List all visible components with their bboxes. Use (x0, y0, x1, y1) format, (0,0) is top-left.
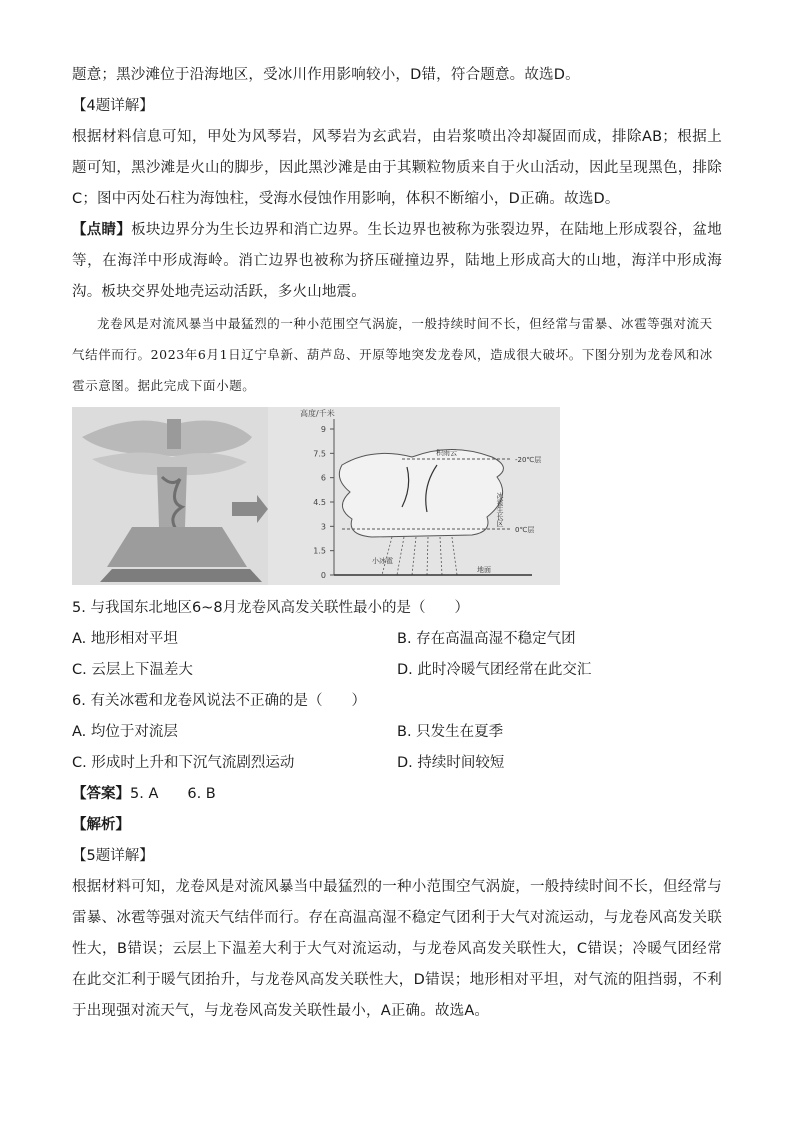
y-tick-label: 6 (320, 473, 326, 483)
figure-svg (72, 407, 560, 585)
q5-option-b: B. 存在高温高湿不稳定气团 (397, 631, 576, 647)
top-text: 题意；黑沙滩位于沿海地区，受冰川作用影响较小，D错，符合题意。故选D。 (72, 67, 580, 83)
zero-label: 0℃层 (515, 526, 535, 534)
q6-stem: 6. 有关冰雹和龙卷风说法不正确的是（ ） (72, 693, 366, 709)
analysis-tag: 【解析】 (72, 817, 130, 833)
q4-header: 【4题详解】 (72, 98, 154, 114)
q6-option-c: C. 形成时上升和下沉气流剧烈运动 (72, 755, 295, 771)
q6-option-a: A. 均位于对流层 (72, 724, 178, 740)
y-tick-label: 7.5 (313, 449, 326, 459)
dianjing-paragraph (72, 215, 722, 308)
small-hail-label: 小冰雹 (372, 557, 393, 565)
q4-explanation: 根据材料信息可知，甲处为风琴岩，风琴岩为玄武岩，由岩浆喷出冷却凝固而成，排除AB；根据上题可知，黑沙滩是火山的脚步，因此黑沙滩是由于其颗粒物质来自于火山活动，因此呈现黑色，排除C；图中丙处石柱为海蚀柱，受海水侵蚀作用影响，体积不断缩小，D正确。故选D。 (72, 129, 722, 207)
tornado-hail-figure (72, 407, 560, 585)
y-tick-label: 9 (320, 425, 326, 434)
y-axis-label: 高度/千米 (300, 409, 335, 418)
cumulonimbus-cloud (339, 450, 503, 538)
q5-option-d: D. 此时冷暖气团经常在此交汇 (397, 662, 592, 678)
q5-option-a: A. 地形相对平坦 (72, 631, 178, 647)
y-tick-label: 4.5 (313, 498, 326, 507)
y-tick-label: 1.5 (313, 546, 326, 556)
q5-stem: 5. 与我国东北地区6~8月龙卷风高发关联性最小的是（ ） (72, 600, 470, 616)
dianjing-header: 【点睛】 (72, 222, 132, 238)
q5-explanation: 根据材料可知，龙卷风是对流风暴当中最猛烈的一种小范围空气涡旋，一般持续时间不长，但经常与雷暴、冰雹等强对流天气结伴而行。存在高温高湿不稳定气团利于大气对流运动，与龙卷风高发关联性大，B错误；云层上下温差大利于大气对流运动，与龙卷风高发关联性大，C错误；冷暖气团经常在此交汇利于暖气团抬升，与龙卷风高发关联性大，D错误；地形相对平坦，对气流的阻挡弱，不利于出现强对流天气，与龙卷风高发关联性最小，A正确。故选A。 (72, 879, 722, 1019)
reading-passage: 龙卷风是对流风暴当中最猛烈的一种小范围空气涡旋，一般持续时间不长，但经常与雷暴、冰雹等强对流天气结伴而行。2023年6月1日辽宁阜新、葫芦岛、开原等地突发龙卷风，造成很大破坏。下图分别为龙卷风和冰雹示意图。据此完成下面小题。 (72, 316, 713, 393)
q6-options (72, 717, 722, 779)
answer-text: 5. A 6. B (130, 786, 216, 802)
hail-zone-label: 冰雹生长区 (496, 492, 504, 527)
ground-label: 地面 (477, 566, 491, 574)
y-tick-label: 3 (320, 522, 326, 532)
answer-tag: 【答案】 (72, 786, 130, 802)
anvil-label: 积雨云 (436, 449, 457, 457)
q5-option-c: C. 云层上下温差大 (72, 662, 193, 678)
dianjing-text: 板块边界分为生长边界和消亡边界。生长边界也被称为张裂边界，在陆地上形成裂谷，盆地等，在海洋中形成海岭。消亡边界也被称为挤压碰撞边界，陆地上形成高大的山地，海洋中形成海沟。板块交界处地壳运动活跃，多火山地震。 (72, 222, 722, 300)
answer-line (72, 779, 722, 810)
minus20-label: -20℃层 (515, 456, 542, 464)
q6-option-b: B. 只发生在夏季 (397, 724, 504, 740)
q6-option-d: D. 持续时间较短 (397, 755, 505, 771)
y-tick-label: 0 (320, 571, 326, 580)
q5-header: 【5题详解】 (72, 848, 154, 864)
q5-options (72, 624, 722, 686)
document-page (72, 60, 722, 1027)
